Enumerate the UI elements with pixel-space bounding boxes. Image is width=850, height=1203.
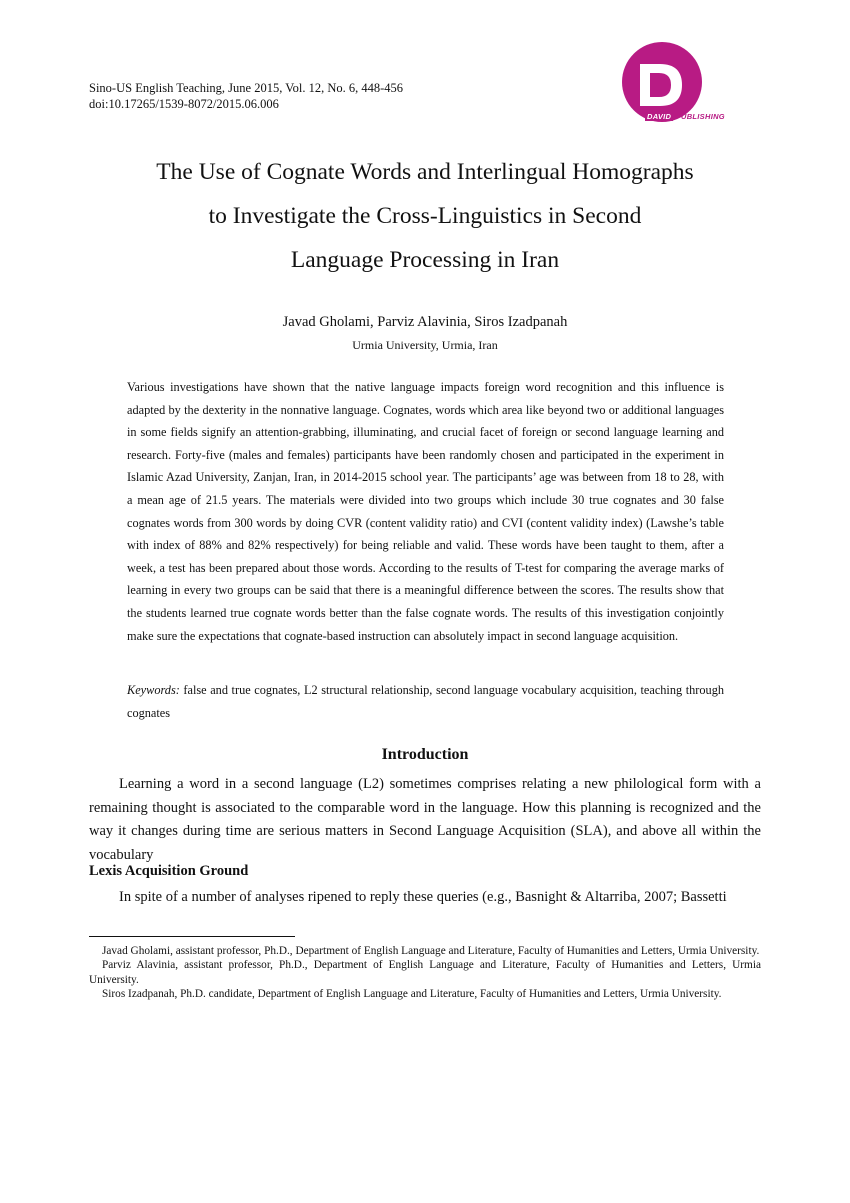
title-line-2: to Investigate the Cross-Linguistics in Second — [208, 203, 642, 229]
title-line-1: The Use of Cognate Words and Interlingual Homographs — [156, 159, 694, 185]
paper-title — [80, 150, 770, 282]
logo-word-publishing: PUBLISHING — [675, 112, 725, 121]
section-heading-introduction: Introduction — [381, 746, 469, 763]
journal-doi: doi:10.17265/1539-8072/2015.06.006 — [89, 97, 279, 111]
keywords — [127, 679, 724, 724]
logo-word-david: DAVID — [647, 112, 672, 121]
footnote-divider — [89, 936, 295, 937]
journal-citation: Sino-US English Teaching, June 2015, Vol. 12, No. 6, 448-456 — [89, 81, 404, 95]
body-paragraph: Learning a word in a second language (L2) sometimes comprises relating a new philological form with a remaining thought is associated to the comparable word in the language. How this planning is recognized and the way it changes during time are serious matters in Second Language Acquisition (SLA), and above all within the vocabulary — [89, 776, 761, 863]
keywords-text: false and true cognates, L2 structural relationship, second language vocabulary acquisition, teaching through cognates — [127, 683, 724, 720]
publisher-logo-text — [645, 112, 795, 121]
affiliation: Urmia University, Urmia, Iran — [352, 338, 498, 352]
footnote: Parviz Alavinia, assistant professor, Ph.D., Department of English Language and Literature, Faculty of Humanities and Letters, Urmia University. — [89, 959, 761, 986]
publisher-logo — [610, 40, 770, 130]
journal-header — [89, 80, 403, 112]
body-paragraph: In spite of a number of analyses ripened to reply these queries (e.g., Basnight & Altarriba, 2007; Bassetti — [119, 889, 727, 905]
subsection-heading: Lexis Acquisition Ground — [89, 863, 249, 879]
author-list: Javad Gholami, Parviz Alavinia, Siros Izadpanah — [282, 314, 568, 330]
footnote: Siros Izadpanah, Ph.D. candidate, Department of English Language and Literature, Faculty of Humanities and Letters, Urmia University. — [102, 987, 722, 1000]
abstract: Various investigations have shown that the native language impacts foreign word recognition and this influence is adapted by the dexterity in the nonnative language. Cognates, words which area like beyond two or additional languages in some fields signify an attention-grabbing, illuminating, and crucial facet of foreign or second language learning and research. Forty-five (males and females) participants have been randomly chosen and participated in the experiment in Islamic Azad University, Zanjan, Iran, in 2014-2015 school year. The participants’ age was between from 18 to 28, with a mean age of 21.5 years. The materials were divided into two groups which include 30 true cognates and 30 false cognates words from 300 words by doing CVR (content validity ratio) and CVI (content validity index) (Lawshe’s table with index of 88% and 82% respectively) for being reliable and valid. These words have been taught to them, after a week, a test has been prepared about those words. According to the results of T-test for comparing the average marks of learning in every two groups can be said that there is a meaningful difference between the scores. The results show that the students learned true cognate words better than the false cognate words. The results of this investigation conjointly make sure the expectations that cognate-based instruction can absolutely impact in second language acquisition. — [127, 380, 724, 643]
keywords-label: Keywords: — [127, 683, 180, 697]
footnote: Javad Gholami, assistant professor, Ph.D., Department of English Language and Literature, Faculty of Humanities and Letters, Urmia University. — [102, 945, 760, 957]
footnotes — [89, 944, 761, 1001]
title-line-3: Language Processing in Iran — [290, 247, 560, 273]
